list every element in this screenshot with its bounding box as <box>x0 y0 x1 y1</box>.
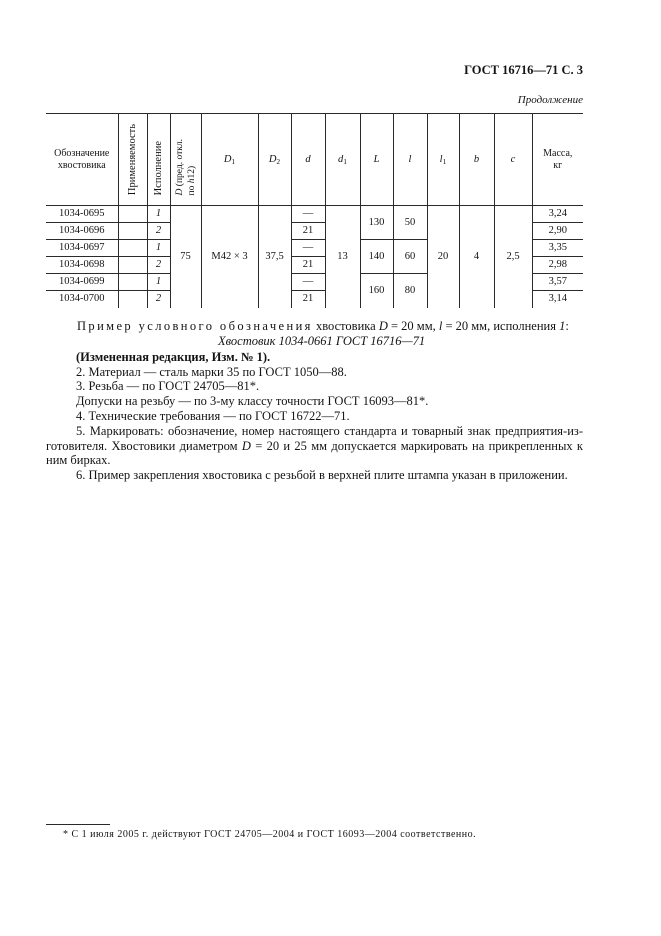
example-version: 1 <box>559 319 566 333</box>
note-item-4: 4. Технические требования — по ГОСТ 16722—71. <box>76 409 350 423</box>
header-D1-symbol: D <box>223 153 232 165</box>
note-item-5-line2 <box>46 439 583 454</box>
header-l <box>393 114 427 206</box>
cell-applicability <box>118 240 147 257</box>
header-b-symbol: b <box>473 153 480 165</box>
note-item-6: 6. Пример закрепления хвостовика с резьбой в верхней плите штампа указан в приложении. <box>76 468 568 482</box>
cell-mass: 3,35 <box>532 240 583 257</box>
cell-mass: 3,57 <box>532 274 583 291</box>
cell-d: — <box>291 240 325 257</box>
example-symbol-l: l <box>438 319 443 333</box>
cell-d: — <box>291 206 325 223</box>
cell-designation: 1034-0695 <box>46 206 118 223</box>
cell-d: 21 <box>291 257 325 274</box>
cell-c-shared: 2,5 <box>494 206 532 308</box>
header-designation-line2: хвостовика <box>57 159 106 171</box>
header-D <box>170 114 201 206</box>
header-l1 <box>427 114 459 206</box>
cell-applicability <box>118 257 147 274</box>
cell-mass: 2,98 <box>532 257 583 274</box>
header-l-symbol: l <box>408 153 412 165</box>
header-D-note2-prefix: по <box>186 182 197 195</box>
cell-applicability <box>118 223 147 240</box>
cell-applicability <box>118 274 147 291</box>
cell-L-group: 140 <box>360 240 393 274</box>
cell-l1-shared: 20 <box>427 206 459 308</box>
cell-designation: 1034-0700 <box>46 291 118 308</box>
example-text3: = 20 мм, исполнения <box>442 319 560 333</box>
header-version-label: Исполнение <box>152 140 164 195</box>
cell-version: 1 <box>147 206 170 223</box>
header-D-symbol: D <box>174 188 185 195</box>
header-L <box>360 114 393 206</box>
header-l1-symbol: l <box>439 153 443 165</box>
cell-D2-shared: 37,5 <box>258 206 291 308</box>
page-header: ГОСТ 16716—71 С. 3 <box>464 63 583 77</box>
cell-l-group: 50 <box>393 206 427 240</box>
header-D-line1 <box>174 139 186 195</box>
header-designation <box>46 114 118 206</box>
example-text2: = 20 мм, <box>387 319 439 333</box>
example-text4: : <box>565 319 569 333</box>
cell-b-shared: 4 <box>459 206 494 308</box>
cell-d: — <box>291 274 325 291</box>
note-item-5-line2-b: = 20 и 25 мм допускается маркировать на прикрепленных к <box>250 439 583 453</box>
note-item-5-line3: ним бирках. <box>46 453 111 467</box>
header-d <box>291 114 325 206</box>
header-c-symbol: c <box>510 153 516 165</box>
spec-table <box>46 113 583 308</box>
table-row <box>46 206 583 223</box>
header-l1-sub: 1 <box>442 156 447 166</box>
header-d-symbol: d <box>305 153 311 165</box>
cell-L-group: 160 <box>360 274 393 308</box>
header-designation-line1: Обозначение <box>54 147 110 159</box>
cell-designation: 1034-0698 <box>46 257 118 274</box>
example-text1: хвостовика <box>312 319 379 333</box>
continuation-label: Продолжение <box>517 94 583 106</box>
cell-mass: 3,24 <box>532 206 583 223</box>
header-version <box>147 114 170 206</box>
header-d1-symbol: d <box>338 153 344 165</box>
cell-L-group: 130 <box>360 206 393 240</box>
header-D-note2-symbol: h <box>186 178 197 183</box>
header-applicability <box>118 114 147 206</box>
header-d1 <box>325 114 360 206</box>
header-D-note2-rest: 12) <box>186 165 197 179</box>
note-item-5-symbol-D: D <box>241 439 251 453</box>
cell-version: 1 <box>147 274 170 291</box>
header-D1 <box>201 114 258 206</box>
cell-D1-shared: M42 × 3 <box>201 206 258 308</box>
example-line <box>77 319 569 334</box>
header-D2-sub: 2 <box>276 156 281 166</box>
cell-designation: 1034-0696 <box>46 223 118 240</box>
cell-d: 21 <box>291 291 325 308</box>
amendment-note: (Измененная редакция, Изм. № 1). <box>76 350 271 364</box>
header-mass <box>532 114 583 206</box>
header-D-label <box>174 139 198 195</box>
cell-applicability <box>118 291 147 308</box>
example-lead: Пример условного обозначения <box>77 319 313 333</box>
note-item-5-line1: 5. Маркировать: обозначение, номер настоящего стандарта и товарный знак предприятия-из- <box>76 424 583 438</box>
header-D2-symbol: D <box>268 153 277 165</box>
cell-version: 1 <box>147 240 170 257</box>
header-mass-line1: Масса, <box>543 147 573 159</box>
note-item-5-line2-a: готовителя. Хвостовики диаметром <box>46 439 242 453</box>
cell-l-group: 60 <box>393 240 427 274</box>
header-D2 <box>258 114 291 206</box>
note-item-3: 3. Резьба — по ГОСТ 24705—81*. <box>76 379 260 393</box>
table-header-row <box>46 114 583 206</box>
cell-version: 2 <box>147 291 170 308</box>
cell-d1-shared: 13 <box>325 206 360 308</box>
cell-l-group: 80 <box>393 274 427 308</box>
footnote-rule <box>46 824 110 825</box>
cell-designation: 1034-0697 <box>46 240 118 257</box>
cell-version: 2 <box>147 257 170 274</box>
header-d1-sub: 1 <box>343 156 347 166</box>
cell-version: 2 <box>147 223 170 240</box>
cell-mass: 2,90 <box>532 223 583 240</box>
header-L-symbol: L <box>373 153 380 165</box>
header-D-line2 <box>186 139 198 195</box>
note-item-2: 2. Материал — сталь марки 35 по ГОСТ 1050—88. <box>76 365 347 379</box>
header-D1-sub: 1 <box>231 156 236 166</box>
example-designation: Хвостовик 1034-0661 ГОСТ 16716—71 <box>218 334 426 348</box>
header-b <box>459 114 494 206</box>
header-mass-line2: кг <box>553 159 563 171</box>
header-c <box>494 114 532 206</box>
header-applicability-label: Применяемость <box>126 123 138 195</box>
example-symbol-D: D <box>378 319 388 333</box>
footnote: * С 1 июля 2005 г. действуют ГОСТ 24705—2004 и ГОСТ 16093—2004 соответственно. <box>63 829 477 840</box>
cell-applicability <box>118 206 147 223</box>
header-D-note1: (пред. откл. <box>174 138 185 189</box>
cell-d: 21 <box>291 223 325 240</box>
note-thread-tolerance: Допуски на резьбу — по 3-му классу точности ГОСТ 16093—81*. <box>76 394 429 408</box>
cell-designation: 1034-0699 <box>46 274 118 291</box>
cell-mass: 3,14 <box>532 291 583 308</box>
cell-D-shared: 75 <box>170 206 201 308</box>
